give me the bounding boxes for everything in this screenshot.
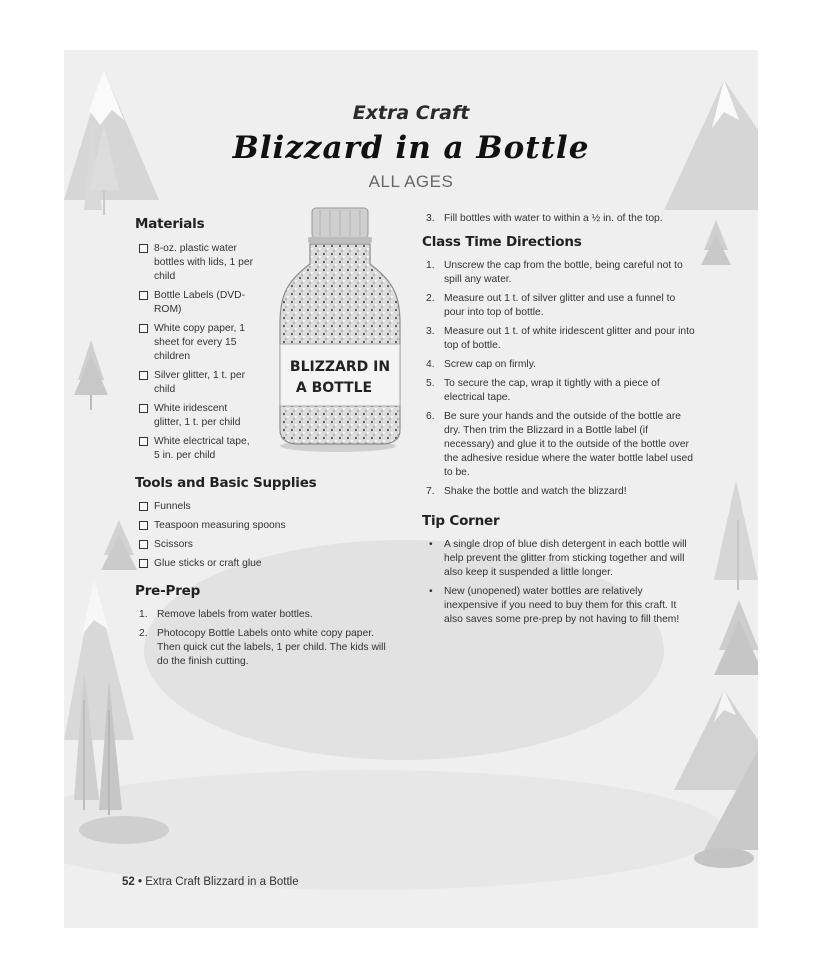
list-item: 6. Be sure your hands and the outside of the bottle are dry. Then trim the Blizzard in a Bottle label (if necessary) and glue it to the outside of the bottle over the adhesive residue where the water bottle label used to be.	[426, 411, 694, 478]
kicker-text: Extra Craft	[352, 102, 470, 124]
checkbox-icon	[139, 540, 148, 549]
page-header	[64, 102, 758, 192]
right-column	[422, 212, 696, 632]
directions-list	[422, 259, 696, 499]
checkbox-icon	[139, 324, 148, 333]
list-item: 2. Measure out 1 t. of silver glitter and use a funnel to pour into top of bottle.	[426, 293, 676, 318]
pre-prep-list	[135, 608, 397, 669]
list-item: 3. Measure out 1 t. of white iridescent glitter and pour into top of bottle.	[426, 326, 695, 351]
list-item: 1. Remove labels from water bottles.	[139, 609, 313, 620]
list-item: Scissors	[135, 538, 397, 552]
checkbox-icon	[139, 404, 148, 413]
age-range: ALL AGES	[368, 172, 454, 191]
list-item: Bottle Labels (DVD-ROM)	[135, 289, 257, 317]
list-item: Silver glitter, 1 t. per child	[135, 369, 257, 397]
list-item: White copy paper, 1 sheet for every 15 children	[135, 322, 257, 364]
list-item: 2. Photocopy Bottle Labels onto white copy paper. Then quick cut the labels, 1 per child. The kids will do the finish cutting.	[139, 628, 386, 667]
list-item: 4. Screw cap on firmly.	[426, 359, 536, 370]
tools-heading: Tools and Basic Supplies	[135, 475, 317, 491]
tip-corner-heading: Tip Corner	[422, 513, 500, 529]
page-footer	[122, 876, 299, 888]
bottle-label-line1: BLIZZARD IN	[289, 359, 391, 375]
list-item: White electrical tape, 5 in. per child	[135, 435, 257, 463]
list-item: Funnels	[135, 500, 397, 514]
checkbox-icon	[139, 521, 148, 530]
bullet-icon: •	[429, 586, 433, 597]
footer-text: Extra Craft Blizzard in a Bottle	[145, 876, 299, 888]
tip-list	[422, 538, 696, 627]
bullet-icon: •	[429, 539, 433, 550]
checkbox-icon	[139, 437, 148, 446]
bottle-label-line2: A BOTTLE	[295, 380, 373, 396]
list-item: 7. Shake the bottle and watch the blizzard!	[426, 486, 627, 497]
checkbox-icon	[139, 244, 148, 253]
materials-heading: Materials	[135, 216, 205, 232]
checkbox-icon	[139, 371, 148, 380]
directions-heading: Class Time Directions	[422, 234, 582, 250]
list-item: 8-oz. plastic water bottles with lids, 1 per child	[135, 242, 257, 284]
list-item: 3. Fill bottles with water to within a ½ in. of the top.	[426, 213, 663, 224]
tools-list	[135, 500, 397, 571]
list-item: Teaspoon measuring spoons	[135, 519, 397, 533]
checkbox-icon	[139, 559, 148, 568]
materials-list	[135, 242, 257, 463]
pre-prep-list-continued	[422, 212, 696, 226]
page-title: Blizzard in a Bottle	[232, 130, 590, 166]
page-number: 52	[122, 876, 135, 888]
list-item: 5. To secure the cap, wrap it tightly with a piece of electrical tape.	[426, 378, 660, 403]
worksheet-page	[64, 50, 758, 928]
list-item: • A single drop of blue dish detergent in each bottle will help prevent the glitter from sticking together and will also keep it suspended a little longer.	[429, 539, 687, 578]
pre-prep-heading: Pre-Prep	[135, 583, 201, 599]
left-column	[135, 216, 397, 674]
list-item: • New (unopened) water bottles are relatively inexpensive if you need to buy them for this craft. It also saves some pre-prep by not having to fill them!	[429, 586, 680, 625]
checkbox-icon	[139, 502, 148, 511]
list-item: White iridescent glitter, 1 t. per child	[135, 402, 257, 430]
list-item: 1. Unscrew the cap from the bottle, being careful not to spill any water.	[426, 260, 683, 285]
footer-separator: •	[138, 876, 143, 888]
checkbox-icon	[139, 291, 148, 300]
list-item: Glue sticks or craft glue	[135, 557, 397, 571]
